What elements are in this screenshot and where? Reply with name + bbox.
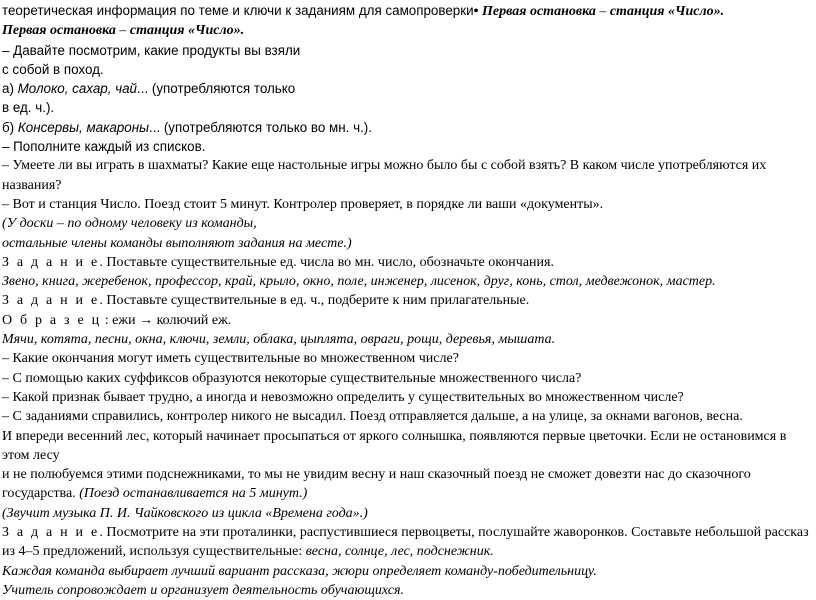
bullet-icon: • (473, 4, 479, 19)
stop-heading: Первая остановка (2, 23, 116, 39)
arrow-right-icon: → (139, 312, 154, 328)
word-list: весна, солнце, лес, подснежник. (305, 544, 494, 560)
line-18: Мячи, котята, песни, окна, ключи, земли, облака, цыплята, овраги, рощи, деревья, мышата. (2, 332, 556, 348)
line-21: – Какой признак бывает трудно, а иногда и невозможно определить у существительных во множественном числе? (2, 389, 684, 405)
line-16 (2, 291, 816, 310)
line-30: Каждая команда выбирает лучший вариант рассказа, жюри определяет команду-победительницу. (2, 563, 597, 579)
item-marker: а) (2, 81, 18, 97)
task-text: . Посмотрите на эти проталинки, распустившиеся первоцветы, послушайте жаворонков. Составьте небольшой рассказ (99, 525, 809, 541)
sample-text: : ежи (101, 312, 140, 328)
line-10: названия? (2, 177, 62, 193)
station-heading: станция «Число». (129, 23, 245, 39)
line-5 (2, 79, 816, 98)
item-marker: б) (2, 119, 18, 135)
station-heading-inline: станция «Число». (609, 4, 725, 19)
line-7 (2, 118, 816, 137)
line-31: Учитель сопровождает и организует деятельность обучающихся. (2, 582, 404, 598)
line-19: – Какие окончания могут иметь существительные во множественном числе? (2, 351, 459, 367)
intro-text: теоретическая информация по теме и ключи к заданиям для самопроверки (2, 3, 474, 18)
stage-direction: (Поезд останавливается на 5 минут.) (79, 486, 308, 502)
line-3: – Давайте посмотрим, какие продукты вы взяли (2, 42, 301, 58)
line-14 (2, 253, 816, 272)
line-24: этом лесу (2, 447, 60, 463)
line-8: – Пополните каждый из списков. (2, 139, 206, 155)
line-1 (2, 1, 816, 21)
task-text: из 4–5 предложений, используя существительные: (2, 544, 306, 560)
dash: – (115, 23, 130, 39)
line-17 (2, 311, 816, 330)
task-text: . Поставьте существительные в ед. ч., подберите к ним прилагательные. (99, 293, 530, 309)
line-20: – С помощью каких суффиксов образуются некоторые существительные множественного числа? (2, 370, 582, 386)
line-22: – С заданиями справились, контролер никого не высадил. Поезд отправляется дальше, а на улице, за окнами вагонов, весна. (2, 409, 743, 425)
line-6: в ед. ч.). (2, 100, 55, 116)
line-13: остальные члены команды выполняют задания на месте.) (2, 235, 352, 251)
line-15: Звено, книга, жеребенок, профессор, край, крыло, окно, поле, инженер, лисенок, друг, конь, стол, медвежонок, мастер. (2, 274, 716, 290)
task-label: З а д а н и е (2, 293, 100, 309)
line-25: и не полюбуемся этими подснежниками, то мы не увидим весну и наш сказочный поезд не сможет довезти нас до сказочного (2, 467, 751, 483)
dash: – (595, 4, 610, 19)
task-label: З а д а н и е (2, 254, 100, 270)
sample-label: О б р а з е ц (2, 312, 102, 328)
line-11: – Вот и станция Число. Поезд стоит 5 минут. Контролер проверяет, в порядке ли ваши «документы». (2, 196, 604, 212)
task-label: З а д а н и е (2, 525, 100, 541)
item-words: Молоко, сахар, чай (17, 81, 138, 97)
line-9: – Умеете ли вы играть в шахматы? Какие еще настольные игры можно было бы с собой взять? В каком числе употребляются их (2, 158, 767, 174)
line-27: (Звучит музыка П. И. Чайковского из цикла «Времена года».) (2, 505, 368, 521)
line-2 (2, 21, 816, 40)
item-words: Консервы, макароны (17, 119, 149, 135)
line-26 (2, 484, 816, 503)
item-note: ... (употребляются только (137, 81, 296, 97)
line-4: с собой в поход. (2, 61, 104, 77)
line-23: И впереди весенний лес, который начинает просыпаться от яркого солнышка, появляются первые цветочки. Если не остановимся в (2, 428, 787, 444)
stop-heading-inline: Первая остановка (478, 4, 596, 19)
task-text: . Поставьте существительные ед. числа во мн. число, обозначьте окончания. (99, 254, 554, 270)
line-12: (У доски – по одному человеку из команды, (2, 216, 257, 232)
paragraph-end: государства. (2, 486, 80, 502)
sample-answer: колючий еж. (153, 312, 232, 328)
line-29 (2, 542, 816, 561)
item-note: ... (употребляются только во мн. ч.). (148, 119, 372, 135)
line-28 (2, 523, 816, 542)
